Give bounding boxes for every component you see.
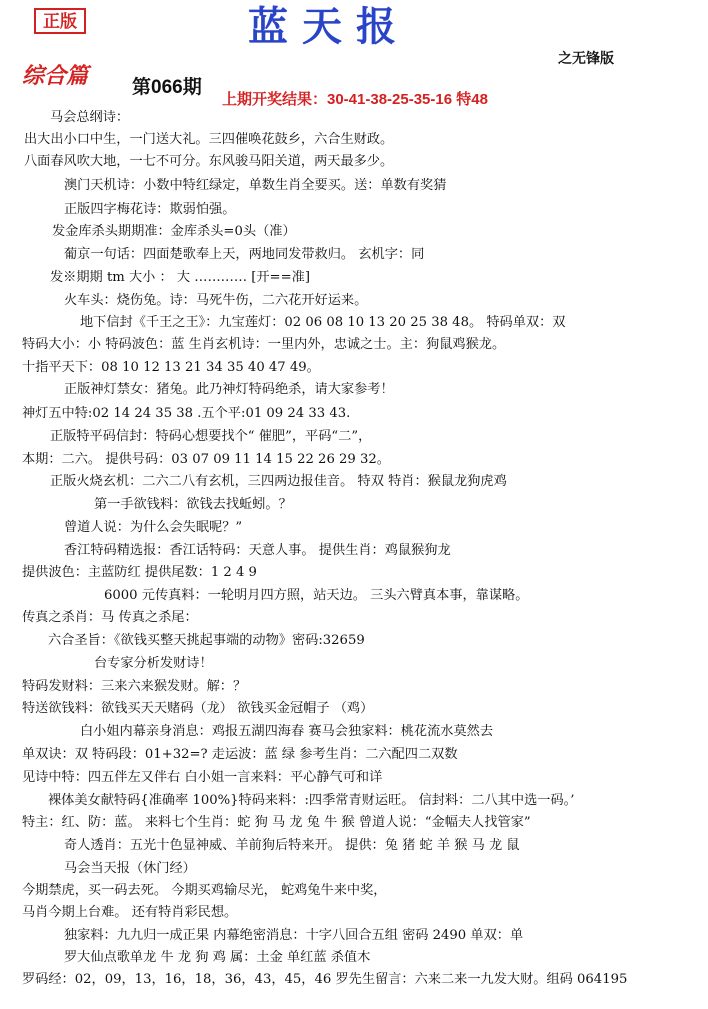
text-line: 地下信封《千王之王》：九宝莲灯：02 06 08 10 13 20 25 38 48。 特码单双：双 — [80, 315, 566, 330]
text-line: 正版特平码信封：特码心想要找个“ 催肥”，平码“二”， — [50, 429, 372, 444]
text-line: 传真之杀肖：马 传真之杀尾： — [22, 610, 198, 625]
text-line: 正版四字梅花诗：欺弱怕强。 — [64, 202, 236, 217]
text-line: 神灯五中特:02 14 24 35 38 .五个平:01 09 24 33 43. — [22, 406, 351, 421]
text-line: 特主：红、防：蓝。 来料七个生肖：蛇 狗 马 龙 兔 牛 猴 曾道人说：“金幅夫人找管家” — [22, 815, 531, 830]
text-line: 特送欲钱料：欲钱买天天赌码（龙） 欲钱买金冠帽子 （鸡） — [22, 701, 374, 716]
text-line: 单双诀：双 特码段：01+32=? 走运波：蓝 绿 参考生肖：二六配四二双数 — [22, 747, 458, 762]
text-line: 见诗中特：四五伴左又伴右 白小姐一言来料：平心静气可和详 — [22, 770, 383, 785]
text-line: 罗大仙点歌单龙 牛 龙 狗 鸡 属：土金 单红蓝 杀值木 — [64, 950, 371, 965]
text-line: 本期：二六。 提供号码：03 07 09 11 14 15 22 26 29 32。 — [22, 452, 390, 467]
text-line: 独家料：九九归一成正果 内幕绝密消息：十字八回合五组 密码 2490 单双：单 — [64, 928, 524, 943]
text-line: 发金库杀头期期准：金库杀头=0头（准） — [52, 224, 296, 239]
text-line: 曾道人说：为什么会失眠呢？” — [64, 520, 243, 535]
text-line: 六合圣旨：《欲钱买整天挑起事端的动物》密码:32659 — [48, 633, 365, 648]
text-line: 马会当天报（休门经） — [64, 861, 196, 876]
text-line: 提供波色：主蓝防红 提供尾数：1 2 4 9 — [22, 565, 257, 580]
text-line: 裸体美女献特码{准确率 100%}特码来料：:四季常青财运旺。 信封料：二八其中选一码。’ — [48, 793, 575, 808]
issue-number: 第066期 — [132, 77, 202, 98]
edition-label: 之无锋版 — [558, 51, 614, 67]
text-line: 正版神灯禁女：猪兔。此乃神灯特码绝杀，请大家参考！ — [64, 382, 394, 397]
text-line: 特码大小：小 特码波色：蓝 生肖玄机诗：一里内外，忠诚之士。主：狗鼠鸡猴龙。 — [22, 337, 506, 352]
text-line: 葡京一句话：四面楚歌奉上天，两地同发带救归。 玄机字：同 — [64, 247, 425, 262]
section-heading: 综合篇 — [22, 63, 89, 89]
text-line: 今期禁虎，买一码去死。 今期买鸡输尽光， 蛇鸡兔牛来中奖， — [22, 883, 387, 898]
text-line: 白小姐内幕亲身消息：鸡报五湖四海春 赛马会独家料：桃花流水莫然去 — [80, 724, 494, 739]
text-line: 正版火烧玄机：二六二八有玄机，三四两边报佳音。 特双 特肖：猴鼠龙狗虎鸡 — [50, 474, 507, 489]
text-line: 台专家分析发财诗！ — [94, 656, 213, 671]
text-line: 香江特码精选报：香江话特码：天意人事。 提供生肖：鸡鼠猴狗龙 — [64, 543, 451, 558]
text-line: 澳门天机诗：小数中特红绿定，单数生肖全要买。送：单数有奖猜 — [64, 178, 447, 193]
text-line: 奇人透肖：五光十色显神威、羊前狗后特来开。 提供：兔 猪 蛇 羊 猴 马 龙 鼠 — [64, 838, 520, 853]
text-line: 出大出小口中生，一门送大礼。三四催唤花鼓乡，六合生财政。 — [24, 132, 394, 147]
authentic-stamp: 正版 — [34, 8, 86, 34]
text-line: 马肖今期上台难。 还有特肖彩民想。 — [22, 905, 238, 920]
text-line: 十指平天下：08 10 12 13 21 34 35 40 47 49。 — [22, 360, 320, 375]
text-line: 火车头：烧伤兔。诗：马死牛伤，二六花开好运来。 — [64, 293, 368, 308]
text-line: 6000 元传真料：一轮明月四方照，站天边。 三头六臂真本事，靠谋略。 — [104, 588, 529, 603]
text-line: 第一手欲钱料：欲钱去找蚯蚓。？ — [94, 497, 292, 512]
text-line: 发※期期 tm 大小 ： 大 ………… [开==准] — [50, 270, 310, 285]
text-line: 马会总纲诗： — [50, 110, 130, 125]
text-line: 特码发财料：三来六来猴发财。解：？ — [22, 679, 247, 694]
text-line: 八面春风吹大地，一七不可分。东风骏马阳关道，两天最多少。 — [24, 154, 394, 169]
text-line: 罗码经：02，09，13，16，18，36，43，45，46 罗先生留言：六来二来一九发大财。组码 064195 — [22, 972, 628, 987]
newspaper-title: 蓝天报 — [248, 3, 410, 50]
last-draw-result: 上期开奖结果：30-41-38-25-35-16 特48 — [222, 91, 488, 108]
